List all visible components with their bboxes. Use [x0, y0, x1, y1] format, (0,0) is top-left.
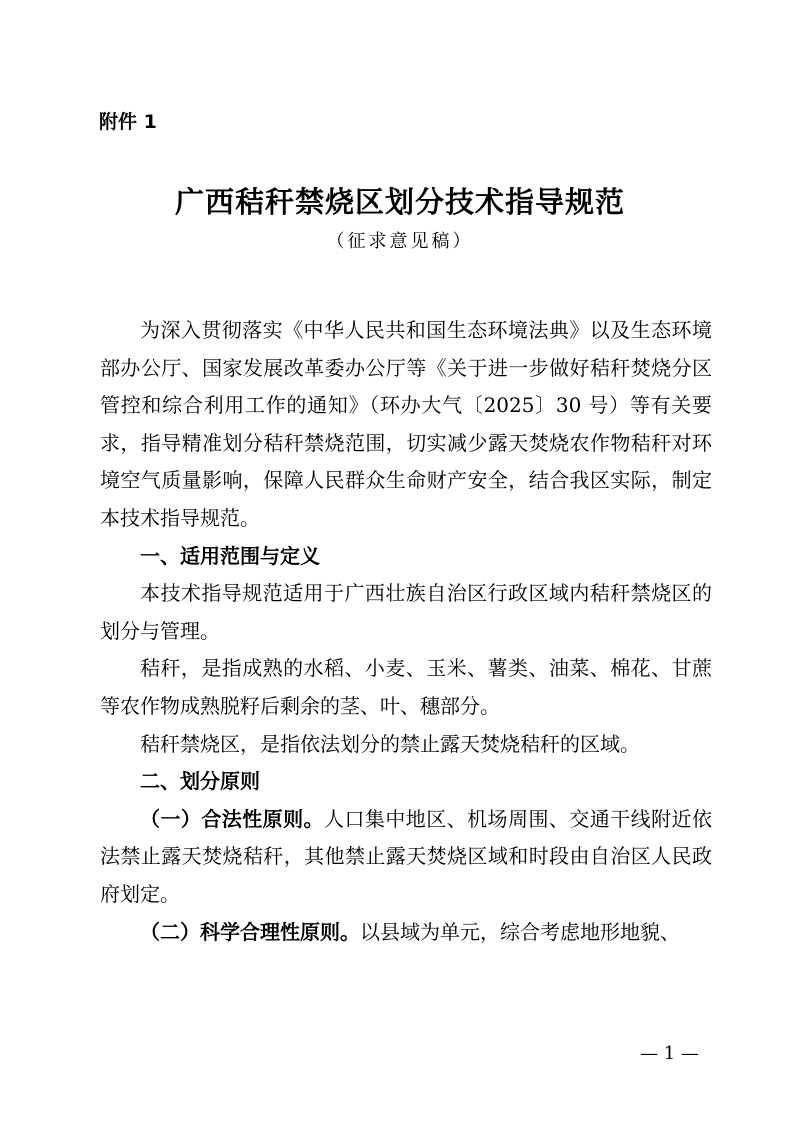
principle-text: 人口集中地区、机场周围、交通干线附近依法禁止露天焚烧秸秆，其他禁止露天焚烧区域和时段由自治区人民政府划定。 — [100, 806, 712, 906]
principle-paragraph — [100, 914, 712, 952]
attachment-label: 附件 1 — [99, 111, 157, 133]
document-body — [100, 312, 712, 951]
document-title: 广西秸秆禁烧区划分技术指导规范 — [174, 185, 625, 219]
document-subtitle: （征求意见稿） — [326, 231, 474, 252]
section-heading: 一、适用范围与定义 — [140, 543, 320, 568]
page-number: — 1 — — [640, 1043, 699, 1064]
principle-label: （二）科学合理性原则。 — [140, 919, 360, 944]
body-paragraph: 本技术指导规范适用于广西壮族自治区行政区域内秸秆禁烧区的划分与管理。 — [100, 581, 712, 643]
intro-paragraph: 为深入贯彻落实《中华人民共和国生态环境法典》以及生态环境部办公厅、国家发展改革委办公厅等《关于进一步做好秸秆焚烧分区管控和综合利用工作的通知》（环办大气〔2025〕30 号）等有关要求，指导精准划分秸秆禁烧范围，切实减少露天焚烧农作物秸秆对环境空气质量影响，保障人民群众生命财产安全，结合我区实际，制定本技术指导规范。 — [100, 318, 712, 530]
section-heading: 二、划分原则 — [140, 769, 260, 794]
body-paragraph: 秸秆禁烧区，是指依法划分的禁止露天焚烧秸秆的区域。 — [140, 731, 640, 756]
principle-label: （一）合法性原则。 — [140, 806, 324, 831]
body-paragraph: 秸秆，是指成熟的水稻、小麦、玉米、薯类、油菜、棉花、甘蔗等农作物成熟脱籽后剩余的茎、叶、穗部分。 — [100, 656, 712, 718]
principle-text: 以县域为单元，综合考虑地形地貌、 — [360, 919, 680, 944]
principle-paragraph — [100, 801, 712, 914]
